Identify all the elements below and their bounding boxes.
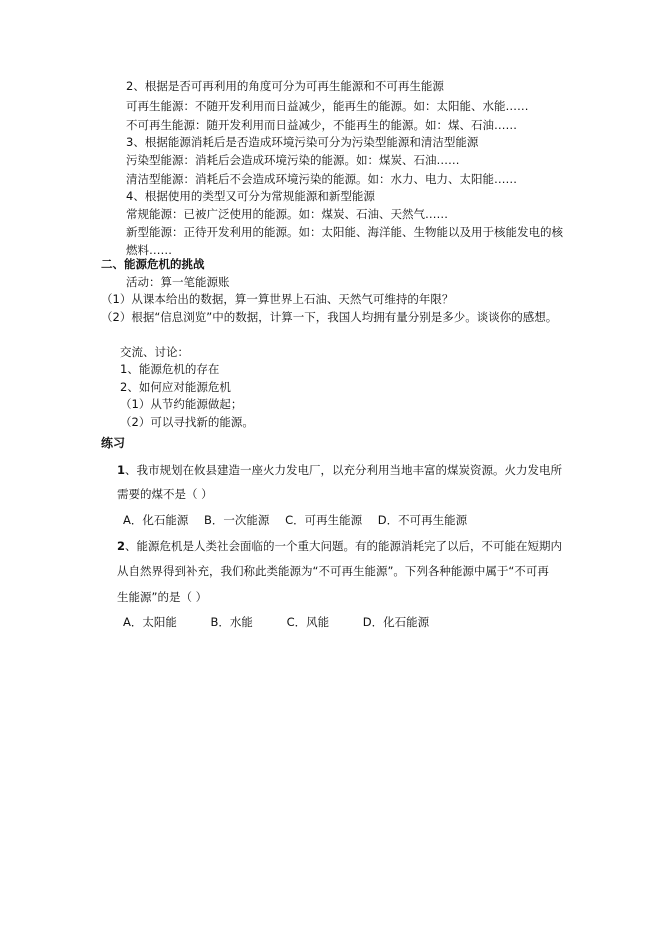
question-number-2: 2 (117, 539, 126, 553)
classification-item-4: 4、根据使用的类型又可分为常规能源和新型能源 (126, 189, 375, 203)
clean-definition: 清洁型能源：消耗后不会造成环境污染的能源。如：水力、电力、太阳能…… (126, 172, 517, 186)
option-a[interactable]: A．太阳能 (123, 615, 177, 629)
nonrenewable-definition: 不可再生能源：随开发利用而日益减少，不能再生的能源。如：煤、石油…… (126, 118, 517, 132)
question-2-text: 、能源危机是人类社会面临的一个重大问题。有的能源消耗完了以后，不可能在短期内 (125, 539, 563, 553)
renewable-definition: 可再生能源：不随开发利用而日益减少，能再生的能源。如：太阳能、水能…… (126, 99, 529, 113)
option-d[interactable]: D．不可再生能源 (377, 513, 468, 527)
option-d[interactable]: D．化石能源 (362, 615, 430, 629)
new-energy-definition-line1: 新型能源：正待开发利用的能源。如：太阳能、海洋能、生物能以及用于核能发电的核 (126, 225, 563, 239)
practice-question-1-options (123, 511, 479, 529)
question-number-1: 1 (117, 463, 126, 477)
classification-item-2: 2、根据是否可再利用的角度可分为可再生能源和不可再生能源 (126, 79, 444, 93)
option-a[interactable]: A．化石能源 (123, 513, 189, 527)
practice-question-1-line1 (117, 461, 562, 479)
option-c[interactable]: C．可再生能源 (285, 513, 363, 527)
question-1-text: 、我市规划在攸县建造一座火力发电厂，以充分利用当地丰富的煤炭资源。火力发电所 (125, 463, 563, 477)
practice-question-2-options (123, 613, 441, 631)
classification-item-3: 3、根据能源消耗后是否造成环境污染可分为污染型能源和清洁型能源 (126, 135, 479, 149)
discussion-point-2: 2、如何应对能源危机 (120, 380, 231, 394)
practice-question-1-line2: 需要的煤不是（ ） (117, 487, 213, 501)
practice-question-2-line3: 生能源”的是（ ） (117, 590, 208, 604)
conventional-definition: 常规能源：已被广泛使用的能源。如：煤炭、石油、天然气…… (126, 207, 448, 221)
activity-title: 活动：算一笔能源账 (126, 275, 230, 289)
discussion-point-1: 1、能源危机的存在 (120, 362, 220, 376)
practice-heading: 练习 (101, 436, 126, 450)
discussion-point-2b: （2）可以寻找新的能源。 (120, 415, 254, 429)
practice-question-2-line2: 从自然界得到补充，我们称此类能源为“不可再生能源”。下列各种能源中属于“不可再 (117, 564, 549, 578)
new-energy-definition-line2: 燃料…… (126, 243, 172, 257)
activity-question-1: （1）从课本给出的数据，算一算世界上石油、天然气可维持的年限？ (101, 292, 454, 306)
option-b[interactable]: B．一次能源 (204, 513, 270, 527)
section-heading-energy-crisis: 二、能源危机的挑战 (101, 257, 205, 271)
activity-question-2: （2）根据“信息浏览”中的数据，计算一下，我国人均拥有量分别是多少。谈谈你的感想。 (101, 310, 558, 324)
polluting-definition: 污染型能源：消耗后会造成环境污染的能源。如：煤炭、石油…… (126, 153, 460, 167)
practice-question-2-line1 (117, 537, 562, 555)
option-b[interactable]: B．水能 (210, 615, 253, 629)
discussion-heading: 交流、讨论： (120, 345, 189, 359)
discussion-point-2a: （1）从节约能源做起； (120, 397, 243, 411)
option-c[interactable]: C．风能 (286, 615, 330, 629)
